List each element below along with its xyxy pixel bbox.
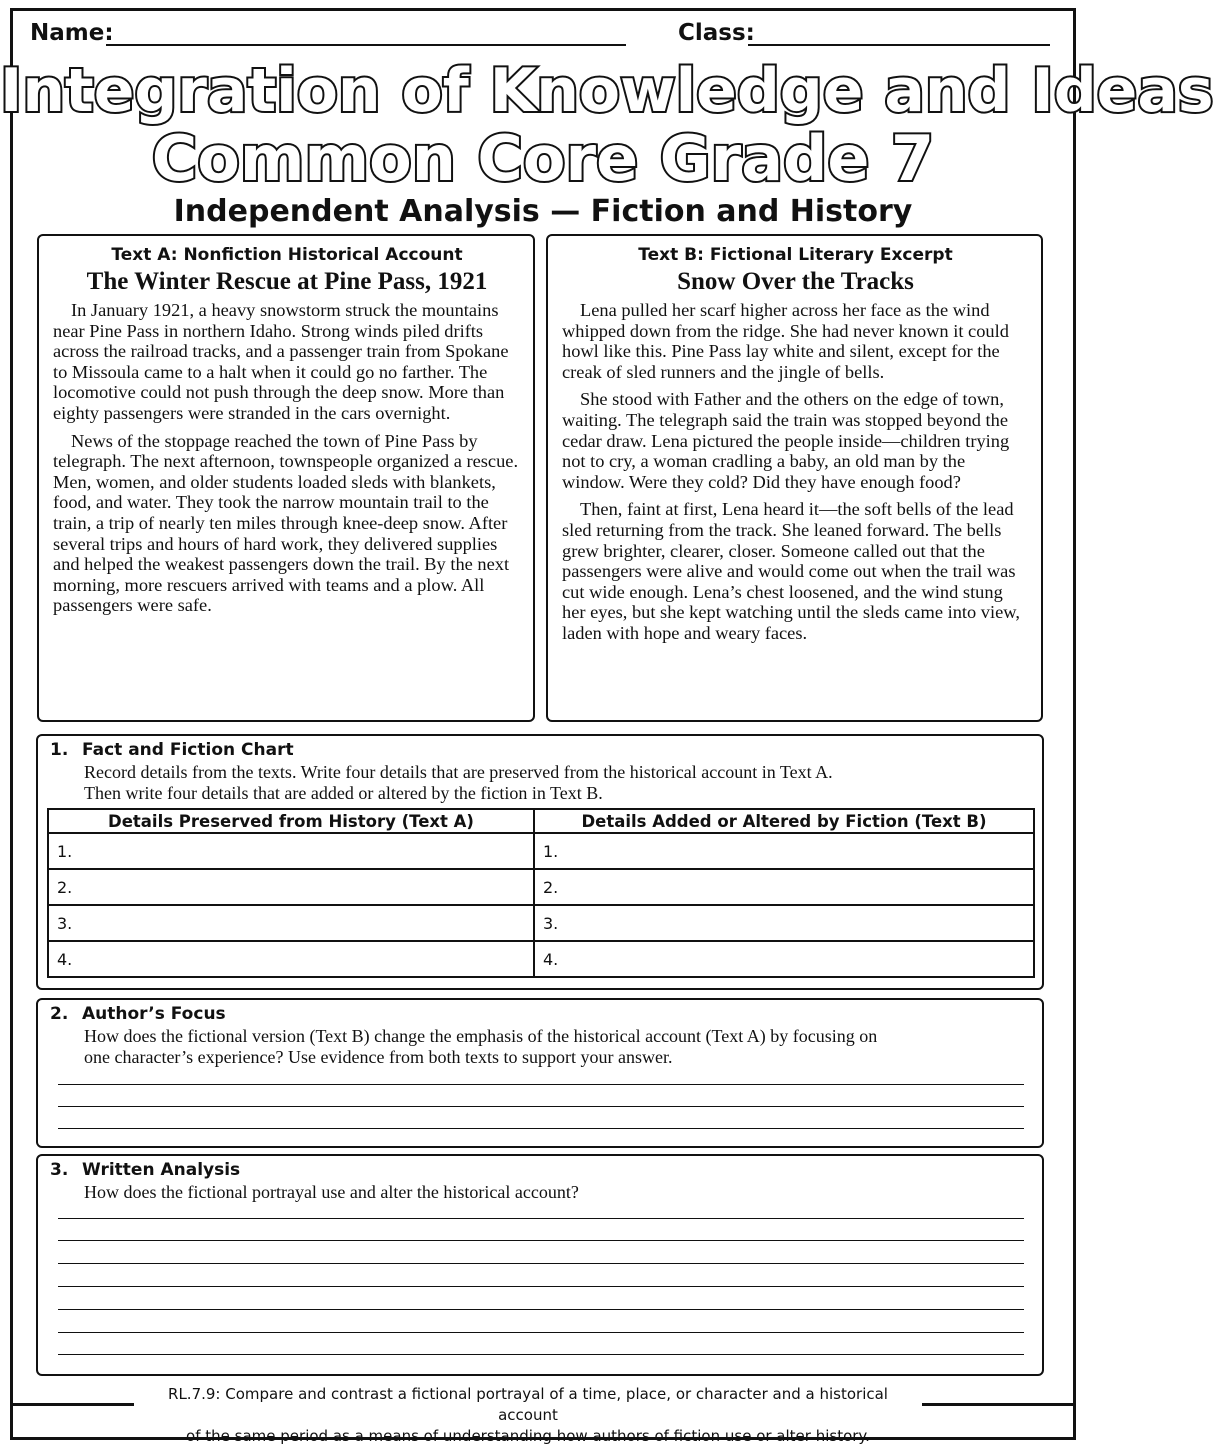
- text-b-paragraph: Lena pulled her scarf higher across her face as the wind whipped down from the ridge. She had never known it could howl like this. Pine Pass lay white and silent, except for the creak of sled runners and the jingle of bells.: [562, 300, 1009, 382]
- answer-line[interactable]: [58, 1106, 1024, 1107]
- chart-cell-text-a[interactable]: 3.: [48, 905, 534, 941]
- answer-line[interactable]: [58, 1128, 1024, 1129]
- text-a-box: [37, 234, 535, 722]
- chart-cell-text-a[interactable]: 4.: [48, 941, 534, 977]
- name-blank[interactable]: [106, 44, 626, 46]
- chart-cell-text-a[interactable]: 2.: [48, 869, 534, 905]
- name-label: Name:: [30, 20, 114, 46]
- standard-footer-line: RL.7.9: Compare and contrast a fictional portrayal of a time, place, or character and a historical account: [168, 1385, 888, 1424]
- class-label: Class:: [678, 20, 755, 46]
- table-row: [48, 941, 1034, 977]
- page-title-line-1: Integration of Knowledge and Ideas: [0, 56, 1214, 126]
- answer-line[interactable]: [58, 1332, 1024, 1333]
- standard-footer-line: of the same period as a means of understanding how authors of fiction use or alter history.: [186, 1427, 870, 1445]
- chart-cell-text-a[interactable]: 1.: [48, 833, 534, 869]
- chart-header-text-a: Details Preserved from History (Text A): [48, 809, 534, 833]
- question-2-prompt-line: How does the fictional version (Text B) change the emphasis of the historical account (Text A) by focusing on: [84, 1026, 878, 1046]
- question-2-title: Author’s Focus: [82, 1004, 226, 1024]
- question-1-instructions: [84, 762, 1012, 803]
- text-a-title: The Winter Rescue at Pine Pass, 1921: [86, 268, 488, 295]
- question-1-heading: [50, 740, 294, 760]
- text-b-label: Text B: Fictional Literary Excerpt: [638, 245, 953, 265]
- answer-line[interactable]: [58, 1218, 1024, 1219]
- answer-line[interactable]: [58, 1240, 1024, 1241]
- chart-cell-text-b[interactable]: 1.: [534, 833, 1034, 869]
- question-2-prompt-line: one character’s experience? Use evidence from both texts to support your answer.: [84, 1046, 673, 1067]
- chart-cell-text-b[interactable]: 2.: [534, 869, 1034, 905]
- question-3-title: Written Analysis: [82, 1160, 241, 1180]
- fact-fiction-chart: [47, 808, 1035, 978]
- question-2-heading: [50, 1004, 226, 1024]
- question-2-prompt: [84, 1026, 1012, 1067]
- text-b-title: Snow Over the Tracks: [677, 268, 914, 295]
- footer-rule-right: [922, 1403, 1074, 1406]
- text-b-paragraph: Then, faint at first, Lena heard it—the soft bells of the lead sled returning from the track. She leaned forward. The bells grew brighter, clearer, closer. Someone called out that the passengers were alive and would come out when the trail was cut wide enough. Lena’s chest loosened, and the wind stung her eyes, but she kept watching until the sleds came into view, laden with hope and weary faces.: [562, 499, 1020, 643]
- chart-cell-text-b[interactable]: 3.: [534, 905, 1034, 941]
- chart-header-text-b: Details Added or Altered by Fiction (Text B): [534, 809, 1034, 833]
- question-1-instructions-line: Record details from the texts. Write four details that are preserved from the historical account in Text A.: [84, 762, 833, 782]
- page-title-line-2: Common Core Grade 7: [151, 122, 935, 195]
- text-a-label: Text A: Nonfiction Historical Account: [111, 245, 463, 265]
- question-2-number: 2.: [50, 1004, 69, 1024]
- class-blank[interactable]: [748, 44, 1050, 46]
- question-3-box: [36, 1154, 1044, 1376]
- question-3-number: 3.: [50, 1160, 69, 1180]
- answer-line[interactable]: [58, 1084, 1024, 1085]
- answer-line[interactable]: [58, 1354, 1024, 1355]
- answer-line[interactable]: [58, 1286, 1024, 1287]
- table-row: [48, 869, 1034, 905]
- question-1-number: 1.: [50, 740, 69, 760]
- chart-cell-text-b[interactable]: 4.: [534, 941, 1034, 977]
- answer-line[interactable]: [58, 1263, 1024, 1264]
- question-2-box: [36, 998, 1044, 1148]
- question-3-heading: [50, 1160, 240, 1180]
- page-subtitle: Independent Analysis — Fiction and History: [173, 194, 913, 229]
- text-a-paragraph: In January 1921, a heavy snowstorm struck the mountains near Pine Pass in northern Idaho. Strong winds piled drifts across the railroad tracks, and a passenger train from Spokane to Missoula came to a halt when it could go no farther. The locomotive could not push through the deep snow. More than eighty passengers were stranded in the cars overnight.: [53, 300, 509, 423]
- question-1-title: Fact and Fiction Chart: [82, 740, 294, 760]
- text-a-paragraph: News of the stoppage reached the town of Pine Pass by telegraph. The next afternoon, townspeople organized a rescue. Men, women, and older students loaded sleds with blankets, food, and water. They took the narrow mountain trail to the train, a trip of nearly ten miles through knee-deep snow. After several trips and hours of hard work, they delivered supplies and helped the weakest passengers down the trail. By the next morning, more rescuers arrived with teams and a plow. All passengers were safe.: [53, 430, 519, 616]
- text-b-box: [546, 234, 1043, 722]
- question-1-box: [36, 734, 1044, 990]
- footer-rule-left: [12, 1403, 134, 1406]
- question-3-prompt: How does the fictional portrayal use and alter the historical account?: [84, 1182, 579, 1202]
- text-b-paragraph: She stood with Father and the others on the edge of town, waiting. The telegraph said the train was stopped beyond the cedar draw. Lena pictured the people inside—children trying not to cry, a woman cradling a baby, an old man by the window. Were they cold? Did they have enough food?: [562, 389, 1010, 492]
- question-1-instructions-line: Then write four details that are added or altered by the fiction in Text B.: [84, 782, 603, 803]
- standard-footer: [140, 1384, 916, 1447]
- table-row: [48, 905, 1034, 941]
- answer-line[interactable]: [58, 1309, 1024, 1310]
- table-row: [48, 833, 1034, 869]
